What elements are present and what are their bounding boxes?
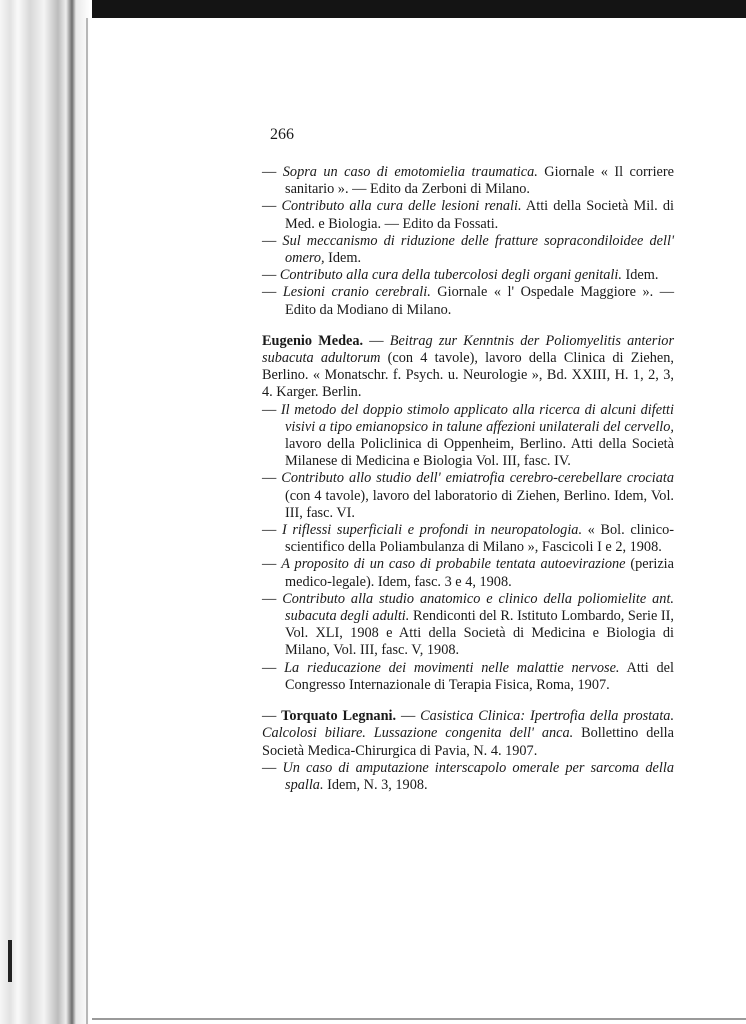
entry-dash: —: [262, 232, 277, 249]
work-citation: Idem, N. 3, 1908.: [323, 776, 428, 793]
work-title: Sopra un caso di emotomielia traumatica.: [282, 164, 538, 180]
entry-dash: —: [262, 284, 277, 301]
work-citation: (con 4 tavole), lavoro del laboratorio di Ziehen, Berlino. Idem, Vol. III, fasc. VI.: [285, 487, 674, 521]
list-item: [262, 470, 674, 522]
work-title: Casistica Clinica: Ipertrofia della prostata. Calcolosi biliare. Lussazione congenita dell' anca.: [262, 708, 675, 742]
list-item: [262, 402, 674, 471]
entry-dash: —: [262, 708, 277, 725]
scan-top-border: [0, 0, 746, 18]
binding-mark: [8, 940, 12, 982]
section-gap: [262, 694, 674, 708]
entry-dash: —: [262, 659, 277, 676]
entry-dash: —: [262, 470, 277, 487]
work-citation: Bollettino della Società Medica-Chirurgica di Pavia, N. 4. 1907.: [262, 725, 674, 759]
entry-dash: —: [262, 198, 277, 215]
list-item: [262, 233, 674, 267]
entry-dash: —: [262, 759, 277, 776]
work-citation: lavoro della Policlinica di Oppenheim, Berlino. Atti della Società Milanese di Medicina e Biologia Vol. III, fasc. IV.: [285, 436, 674, 470]
bibliography-list: [262, 164, 674, 794]
work-citation: Giornale « l' Ospedale Maggiore ». — Edito da Modiano di Milano.: [285, 284, 675, 318]
work-citation: Idem.: [621, 267, 659, 284]
author-entry: [262, 333, 674, 402]
list-item: [262, 267, 674, 284]
list-item: [262, 660, 674, 694]
work-title: Beitrag zur Kenntnis der Poliomyelitis anterior subacuta adultorum: [262, 332, 675, 367]
work-title: Contributo alla cura della tubercolosi degli organi genitali.: [279, 267, 622, 284]
list-item: [262, 164, 674, 198]
work-title: I riflessi superficiali e profondi in neuropatologia.: [281, 522, 583, 539]
section-gap: [262, 319, 674, 333]
work-citation: Idem.: [324, 250, 362, 267]
entry-dash: —: [262, 401, 277, 418]
work-citation: (perizia medico-legale). Idem, fasc. 3 e 4, 1908.: [285, 556, 674, 590]
work-citation: Rendiconti del R. Istituto Lombardo, Serie II, Vol. XLI, 1908 e Atti della Società di Medicina e Biologia di Milano, Vol. III, fasc. V, 1908.: [285, 608, 674, 659]
list-item: [262, 522, 674, 556]
list-item: [262, 284, 674, 318]
entry-dash: —: [400, 708, 416, 725]
entry-dash: —: [262, 522, 277, 539]
list-item: [262, 591, 674, 660]
scan-bottom-edge: [92, 1018, 746, 1020]
book-spine-shadow: [0, 0, 92, 1024]
work-title: Contributo allo studio dell' emiatrofia cerebro-cerebellare crociata: [281, 470, 675, 487]
list-item: [262, 556, 674, 590]
work-title: A proposito di un caso di probabile tentata autoevirazione: [281, 556, 626, 573]
author-name: Torquato Legnani.: [281, 708, 397, 725]
work-title: Sul meccanismo di riduzione delle fratture sopracondiloidee dell' omero,: [282, 232, 675, 267]
entry-dash: —: [369, 332, 384, 349]
work-citation: « Bol. clinico-scientifico della Poliambulanza di Milano », Fascicoli I e 2, 1908.: [285, 522, 674, 556]
work-citation: Giornale « Il corriere sanitario ». — Edito da Zerboni di Milano.: [285, 164, 674, 198]
work-title: Contributo alla cura delle lesioni renali.: [281, 198, 522, 215]
work-title: Il metodo del doppio stimolo applicato alla ricerca di alcuni difetti visivi a tipo emianopsico in talune affezioni unilaterali del cervello,: [280, 401, 675, 435]
work-title: Contributo alla studio anatomico e clinico della poliomielite ant. subacuta degli adulti.: [282, 590, 674, 625]
work-title: Lesioni cranio cerebrali.: [282, 284, 431, 301]
entry-dash: —: [262, 164, 277, 180]
work-title: Un caso di amputazione interscapolo omerale per sarcoma della spalla.: [282, 759, 675, 793]
entry-dash: —: [262, 590, 277, 607]
work-citation: Atti della Società Mil. di Med. e Biologia. — Edito da Fossati.: [285, 198, 674, 232]
work-citation: Atti del Congresso Internazionale di Terapia Fisica, Roma, 1907.: [285, 659, 675, 693]
work-citation: (con 4 tavole), lavoro della Clinica di Ziehen, Berlino. « Monatschr. f. Psych. u. Neurologie », Bd. XXIII, H. 1, 2, 3, 4. Karger. Berlin.: [262, 350, 674, 401]
list-item: [262, 760, 674, 794]
page-gutter-edge: [86, 18, 88, 1024]
author-name: Eugenio Medea.: [262, 332, 364, 349]
entry-dash: —: [262, 556, 277, 573]
entry-dash: —: [262, 267, 277, 284]
author-entry: [262, 708, 674, 760]
list-item: [262, 198, 674, 232]
work-title: La rieducazione dei movimenti nelle malattie nervose.: [284, 659, 620, 676]
page-number: 266: [270, 126, 294, 143]
